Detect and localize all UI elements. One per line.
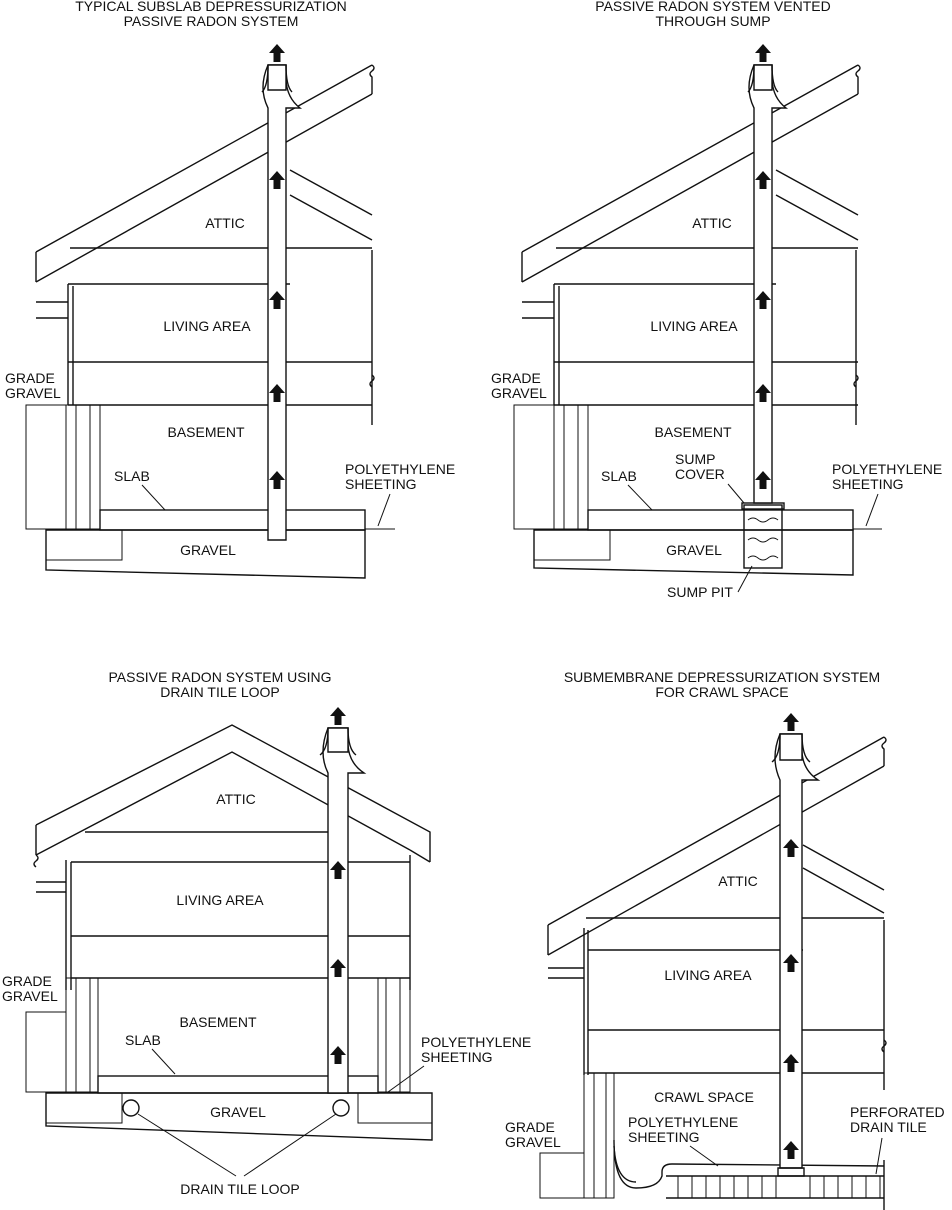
label-sheeting: SHEETING (628, 1129, 700, 1145)
vent-pipe (748, 65, 786, 503)
label-gravel-side: GRAVEL (5, 385, 61, 401)
label-polyethylene: POLYETHYLENE (421, 1034, 532, 1050)
label-sump-pit: SUMP PIT (667, 584, 733, 600)
label-gravel: GRAVEL (180, 542, 236, 558)
foundation-wall (514, 405, 588, 529)
label-grade: GRADE (5, 370, 55, 386)
foundation-wall (26, 405, 100, 529)
label-grade: GRADE (491, 370, 541, 386)
label-living-area: LIVING AREA (176, 892, 264, 908)
label-polyethylene: POLYETHYLENE (345, 461, 456, 477)
label-living-area: LIVING AREA (664, 967, 752, 983)
panel-title: TYPICAL SUBSLAB DEPRESSURIZATION (75, 0, 347, 14)
label-attic: ATTIC (718, 873, 758, 889)
label-perforated: PERFORATED (850, 1104, 945, 1120)
label-slab: SLAB (125, 1032, 161, 1048)
label-sheeting: SHEETING (345, 476, 417, 492)
panel-sump (491, 0, 942, 600)
roof (548, 737, 886, 955)
airflow-arrow (269, 44, 285, 62)
perforated-drain-tile (666, 1160, 884, 1210)
label-basement: BASEMENT (179, 1014, 257, 1030)
panel-title: PASSIVE RADON SYSTEM VENTED (595, 0, 831, 14)
slab (588, 510, 853, 530)
sump-pit (742, 503, 784, 568)
label-gravel: GRAVEL (210, 1104, 266, 1120)
house-structure (36, 250, 374, 425)
label-attic: ATTIC (205, 215, 245, 231)
label-drain-tile: DRAIN TILE (850, 1119, 927, 1135)
vent-pipe (262, 65, 300, 540)
panel-title: THROUGH SUMP (655, 13, 771, 29)
vent-pipe (772, 734, 818, 1176)
label-gravel: GRAVEL (666, 542, 722, 558)
label-slab: SLAB (114, 468, 150, 484)
vent-pipe (320, 728, 364, 1093)
panel-title: FOR CRAWL SPACE (655, 684, 789, 700)
label-living-area: LIVING AREA (163, 318, 251, 334)
label-attic: ATTIC (692, 215, 732, 231)
panel-title: PASSIVE RADON SYSTEM (123, 13, 299, 29)
slab (100, 510, 365, 530)
roof (522, 65, 860, 282)
label-gravel-side: GRAVEL (505, 1134, 561, 1150)
house-structure (548, 920, 886, 1090)
label-sheeting: SHEETING (832, 476, 904, 492)
label-basement: BASEMENT (654, 424, 732, 440)
airflow-arrow (783, 713, 799, 731)
label-gravel-side: GRAVEL (491, 385, 547, 401)
label-sump-cover: SUMP (675, 451, 716, 467)
house-structure (522, 250, 858, 425)
panel-subslab (5, 0, 455, 578)
label-slab: SLAB (601, 468, 637, 484)
panel-drain-tile-loop (2, 669, 531, 1197)
label-sump-cover: COVER (675, 466, 725, 482)
label-grade: GRADE (2, 973, 52, 989)
airflow-arrow (330, 707, 346, 725)
label-basement: BASEMENT (167, 424, 245, 440)
label-sheeting: SHEETING (421, 1049, 493, 1065)
panel-title: SUBMEMBRANE DEPRESSURIZATION SYSTEM (563, 669, 881, 685)
airflow-arrow (755, 44, 771, 62)
panel-title: PASSIVE RADON SYSTEM USING (108, 669, 332, 685)
panel-title: DRAIN TILE LOOP (160, 684, 280, 700)
label-gravel-side: GRAVEL (2, 988, 58, 1004)
roof (36, 65, 374, 282)
polyethylene-membrane (614, 1140, 884, 1188)
label-drain-tile-loop: DRAIN TILE LOOP (180, 1181, 300, 1197)
house-structure (36, 855, 410, 990)
label-grade: GRADE (505, 1119, 555, 1135)
foundation-wall (26, 978, 410, 1092)
label-crawl-space: CRAWL SPACE (654, 1089, 754, 1105)
label-polyethylene: POLYETHYLENE (832, 461, 943, 477)
label-polyethylene: POLYETHYLENE (628, 1114, 739, 1130)
panel-crawl-space (505, 669, 945, 1210)
label-attic: ATTIC (216, 791, 256, 807)
label-living-area: LIVING AREA (650, 318, 738, 334)
